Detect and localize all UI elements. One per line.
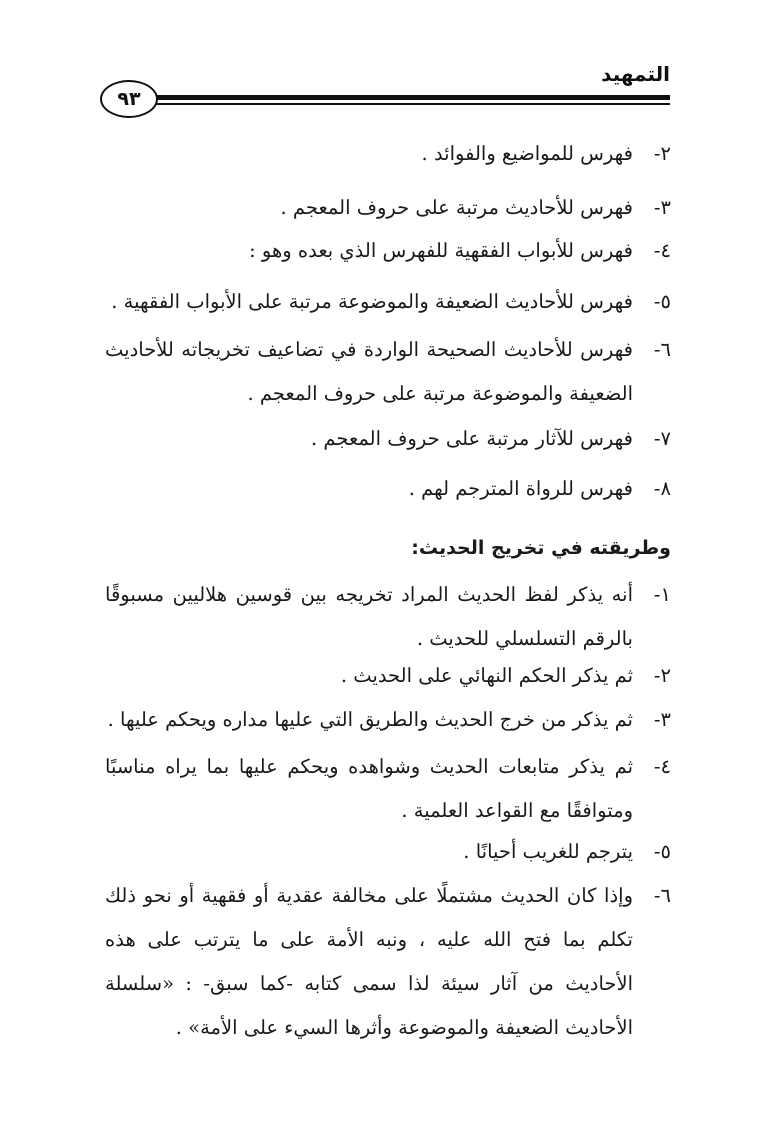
item-text: فهرس للأحاديث الضعيفة والموضوعة مرتبة على الأبواب الفقهية . [111,290,633,313]
item-text: ثم يذكر من خرج الحديث والطريق التي عليها مداره ويحكم عليها . [107,708,633,731]
index-item [105,417,671,461]
item-number: ٦- [653,338,671,361]
index-item [105,186,671,230]
method-item [105,745,671,833]
item-text: فهرس للرواة المترجم لهم . [408,477,633,500]
item-number: ٤- [653,239,671,262]
item-text: فهرس للأحاديث مرتبة على حروف المعجم . [280,196,633,219]
item-number: ٢- [653,664,671,687]
method-item [105,573,671,661]
running-title: التمهيد [601,62,670,86]
item-number: ١- [653,583,671,606]
item-number: ٦- [653,884,671,907]
header-rule-thin [152,103,670,105]
item-number: ٣- [653,708,671,731]
index-item [105,467,671,511]
page-header [100,58,670,128]
item-text: فهرس للمواضيع والفوائد . [421,142,633,165]
item-text: فهرس للآثار مرتبة على حروف المعجم . [311,427,633,450]
index-item [105,229,671,273]
page-number: ٩٣ [100,80,158,118]
item-number: ٥- [653,290,671,313]
item-text: ثم يذكر الحكم النهائي على الحديث . [340,664,633,687]
item-number: ٢- [653,142,671,165]
item-text: ثم يذكر متابعات الحديث وشواهده ويحكم عليها بما يراه مناسبًا ومتوافقًا مع القواعد العلمية . [105,755,633,822]
item-number: ٧- [653,427,671,450]
item-text: يترجم للغريب أحيانًا . [463,840,633,863]
item-text: وإذا كان الحديث مشتملًا على مخالفة عقدية أو فقهية أو نحو ذلك تكلم بما فتح الله عليه ، ونبه الأمة على ما يترتب على هذه الأحاديث من آثار سيئة لذا سمى كتابه -كما سبق- : «سلسلة الأحاديث الضعيفة والموضوعة وأثرها السيء على الأمة» . [105,884,633,1039]
method-item [105,830,671,874]
index-item [105,280,671,324]
index-item [105,328,671,416]
item-text: فهرس للأبواب الفقهية للفهرس الذي بعده وهو : [249,239,633,262]
index-item [105,132,671,176]
item-number: ٤- [653,755,671,778]
method-item [105,698,671,742]
method-item [105,874,671,1050]
item-number: ٨- [653,477,671,500]
header-rule-thick [152,95,670,100]
item-number: ٣- [653,196,671,219]
item-number: ٥- [653,840,671,863]
method-item [105,654,671,698]
section-heading: وطريقته في تخريج الحديث: [411,537,671,559]
item-text: أنه يذكر لفظ الحديث المراد تخريجه بين قوسين هلاليين مسبوقًا بالرقم التسلسلي للحديث . [105,583,633,650]
item-text: فهرس للأحاديث الصحيحة الواردة في تضاعيف تخريجاته للأحاديث الضعيفة والموضوعة مرتبة على حروف المعجم . [105,338,633,405]
